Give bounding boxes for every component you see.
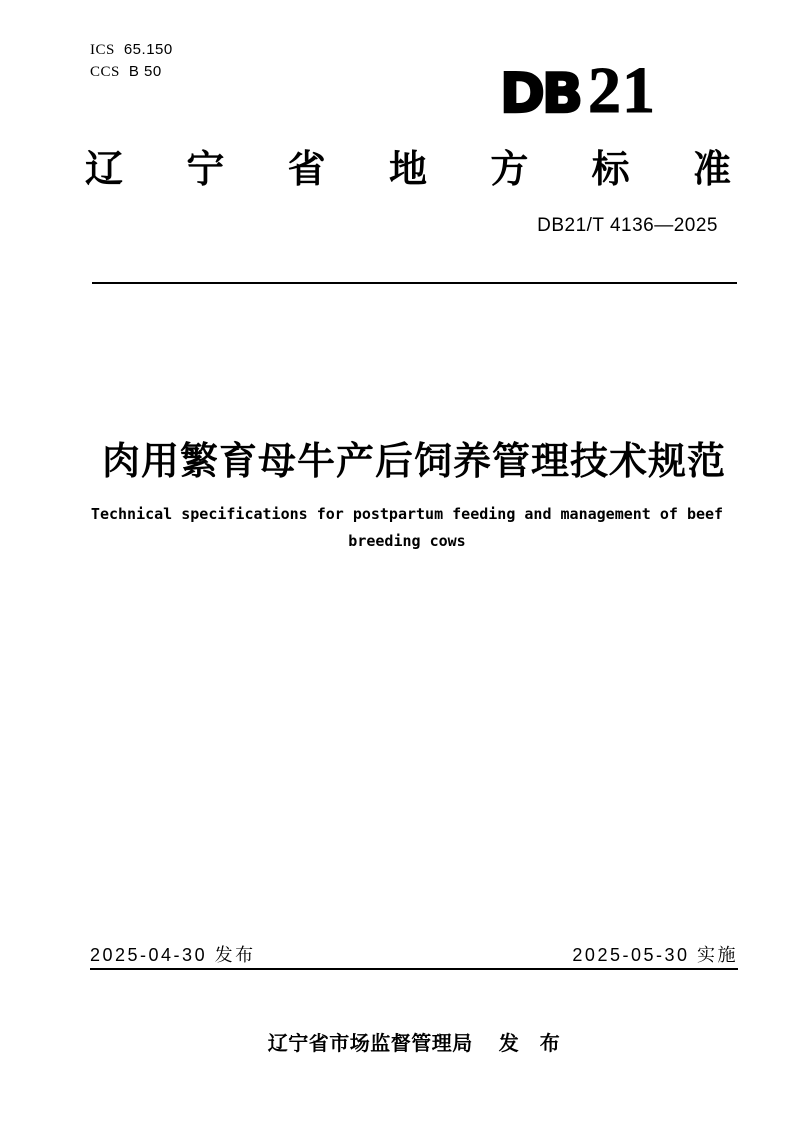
document-title-en-line1: Technical specifications for postpartum feeding and management of beef [90,505,724,523]
issue-action-label: 发 布 [498,1033,561,1055]
top-divider [92,282,737,284]
standard-category-char: 宁 [186,149,225,191]
issuer-row [92,1027,736,1056]
issuer-name: 辽宁省市场监督管理局 [267,1033,473,1055]
ccs-line [90,61,173,83]
logo-db-text: DB [500,62,580,125]
document-title-en [40,501,774,555]
ics-value: 65.150 [123,41,173,58]
ics-label: ICS [90,42,115,58]
ccs-value: B 50 [128,63,162,80]
bottom-divider [90,968,738,970]
standard-code: DB21/T 4136—2025 [537,215,718,236]
db21-logo [500,54,656,127]
release-date: 2025-04-30 发布 [90,945,256,965]
logo-number-text: 21 [587,54,656,127]
standard-category-char: 省 [287,149,326,191]
standard-category-char: 地 [388,149,427,191]
implement-date: 2025-05-30 实施 [572,945,738,965]
standard-category-char: 标 [591,149,630,191]
standard-category-char: 准 [692,149,731,191]
standard-category-title [85,151,731,191]
classification-codes [90,39,173,83]
dates-row [90,941,738,967]
document-title-en-line2: breeding cows [348,532,466,550]
standard-category-char: 辽 [85,149,124,191]
document-title-cn: 肉用繁育母牛产后饲养管理技术规范 [101,441,726,483]
standard-category-char: 方 [490,149,529,191]
ics-line [90,39,173,61]
ccs-label: CCS [90,64,120,80]
